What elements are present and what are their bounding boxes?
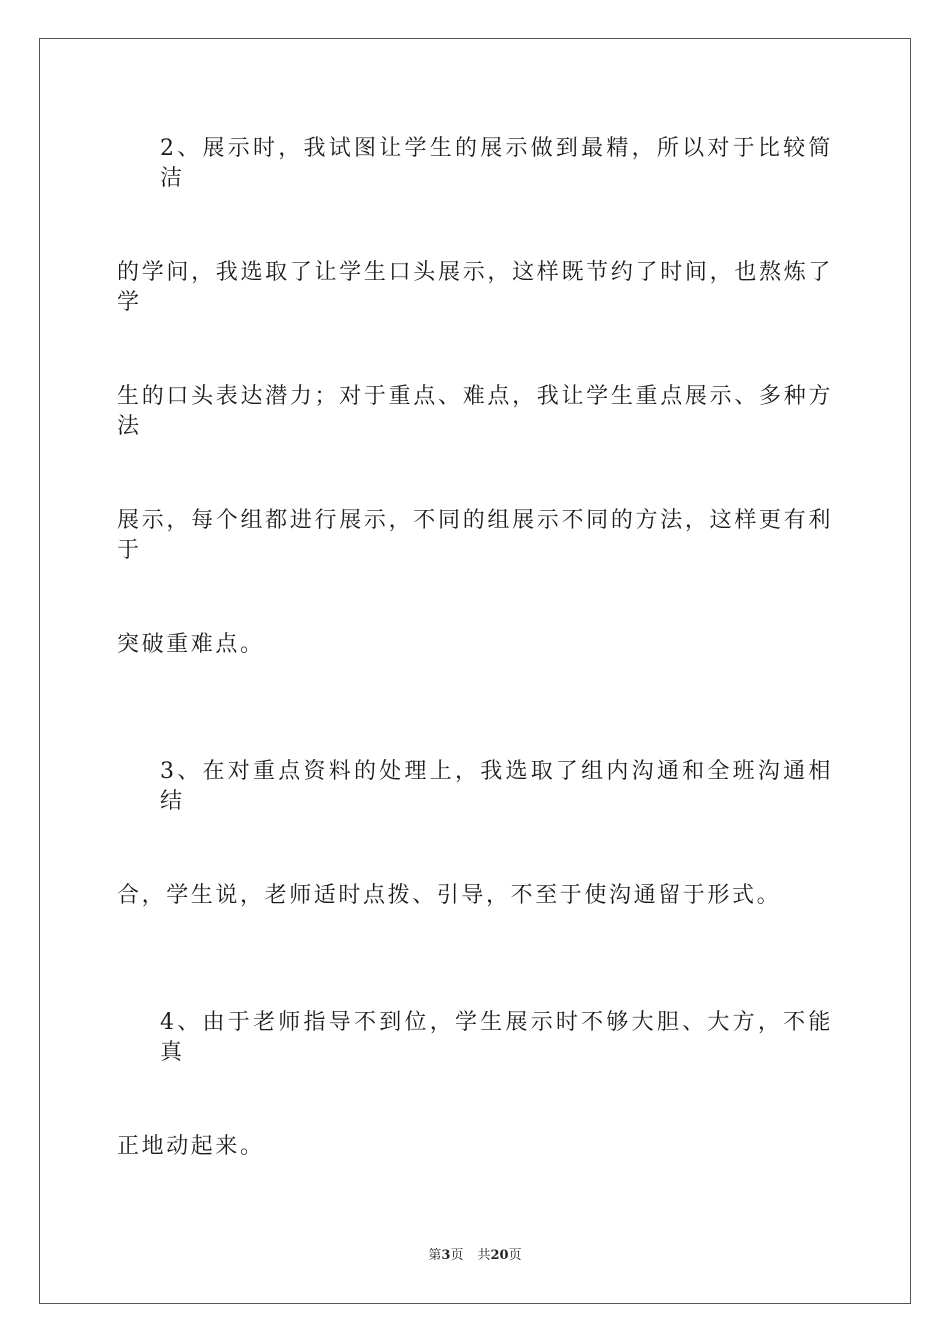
footer-page-number: 3 <box>441 1248 451 1263</box>
paragraph-2-line-2: 的学问，我选取了让学生口头展示，这样既节约了时间，也熬炼了学 <box>117 260 833 315</box>
paragraph-2-line-4: 展示，每个组都进行展示，不同的组展示不同的方法，这样更有利于 <box>117 508 833 563</box>
footer-total-pages: 20 <box>490 1248 509 1263</box>
paragraph-2-line-1: 2、展示时，我试图让学生的展示做到最精，所以对于比较简洁 <box>160 136 833 191</box>
paragraph-4-line-2: 正地动起来。 <box>117 1134 265 1159</box>
paragraph-2-line-3: 生的口头表达潜力；对于重点、难点，我让学生重点展示、多种方法 <box>117 384 833 439</box>
footer-total-prefix: 共 <box>477 1248 491 1263</box>
paragraph-2-line-5: 突破重难点。 <box>117 632 265 657</box>
footer-page-prefix: 第 <box>428 1248 442 1263</box>
paragraph-3-line-2: 合，学生说，老师适时点拨、引导，不至于使沟通留于形式。 <box>117 883 782 908</box>
paragraph-3-line-1: 3、在对重点资料的处理上，我选取了组内沟通和全班沟通相结 <box>160 759 833 814</box>
footer-page-suffix: 页 <box>450 1248 464 1263</box>
page-footer <box>0 1247 950 1265</box>
footer-total-suffix: 页 <box>508 1248 522 1263</box>
page-border <box>39 38 911 1304</box>
paragraph-4-line-1: 4、由于老师指导不到位，学生展示时不够大胆、大方，不能真 <box>160 1010 833 1065</box>
